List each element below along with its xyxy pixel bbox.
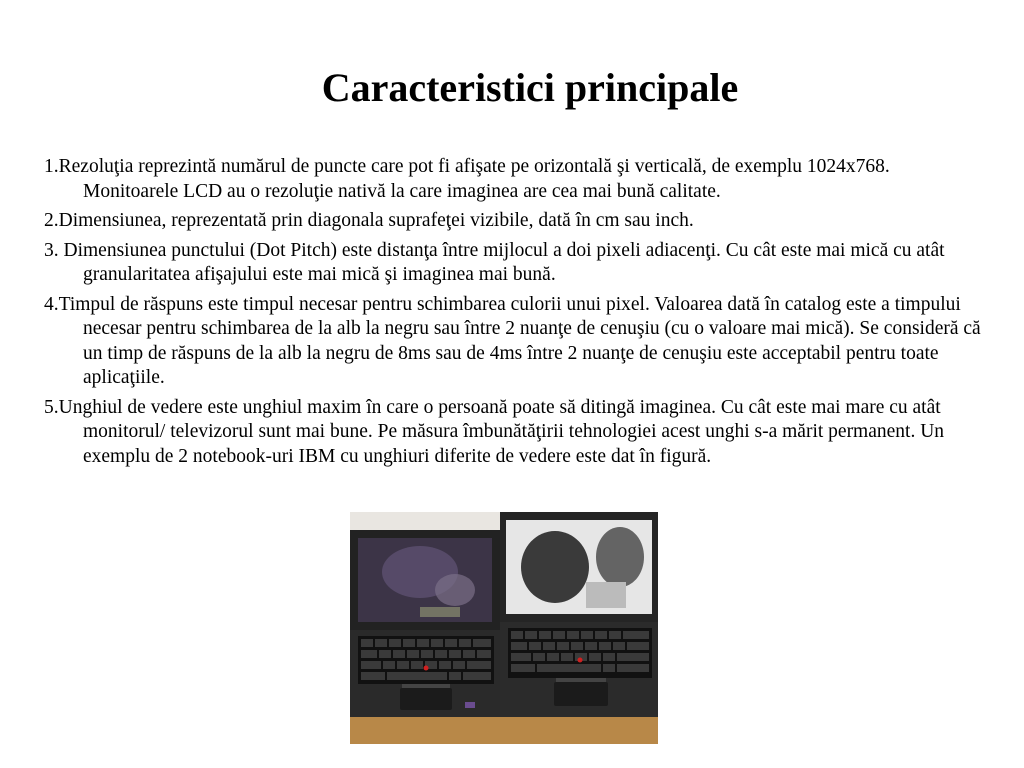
list-item-resolution: 1.Rezoluţia reprezintă numărul de puncte care pot fi afişate pe orizontală şi verticală, de exemplu 1024x768. Monitoarele LCD au o rezoluţie nativă la care imaginea are cea mai bună calitate. [44,156,890,202]
left-laptop [350,530,502,717]
right-laptop [500,512,658,717]
list-item-dot-pitch: 3. Dimensiunea punctului (Dot Pitch) este distanţa între mijlocul a doi pixeli adiacenţi. Cu cât este mai mică cu atât granularitatea afişajului este mai mică şi imaginea mai bună. [44,239,945,285]
laptops-photo [350,512,658,744]
list-item-viewing-angle: 5.Unghiul de vedere este unghiul maxim în care o persoană poate să ditingă imaginea. Cu cât este mai mare cu atât monitorul/ televizorul sunt mai bune. Pe măsura îmbunătăţirii tehnologiei acest unghi s-a mărit permanent. Un exemplu de 2 notebook-uri IBM cu unghiuri diferite de vedere este dat în figură. [44,396,945,467]
two-laptops-photo-icon [350,512,658,744]
slide-title: Caracteristici principale [321,65,739,110]
slide-body [44,155,988,474]
list-item-response-time: 4.Timpul de răspuns este timpul necesar pentru schimbarea culorii unui pixel. Valoarea dată în catalog este a timpului necesar pentru schimbarea de la alb la negru sau între 2 nuanţe de cenuşiu (cu o valoare mai mică). Se consideră că un timp de răspuns de la alb la negru de 8ms sau de 4ms între 2 nuanţe de cenuşiu este acceptabil pentru toate aplicaţiile. [44,293,981,388]
list-item-size: 2.Dimensiunea, reprezentată prin diagonala suprafeţei vizibile, dată în cm sau inch. [44,210,694,231]
